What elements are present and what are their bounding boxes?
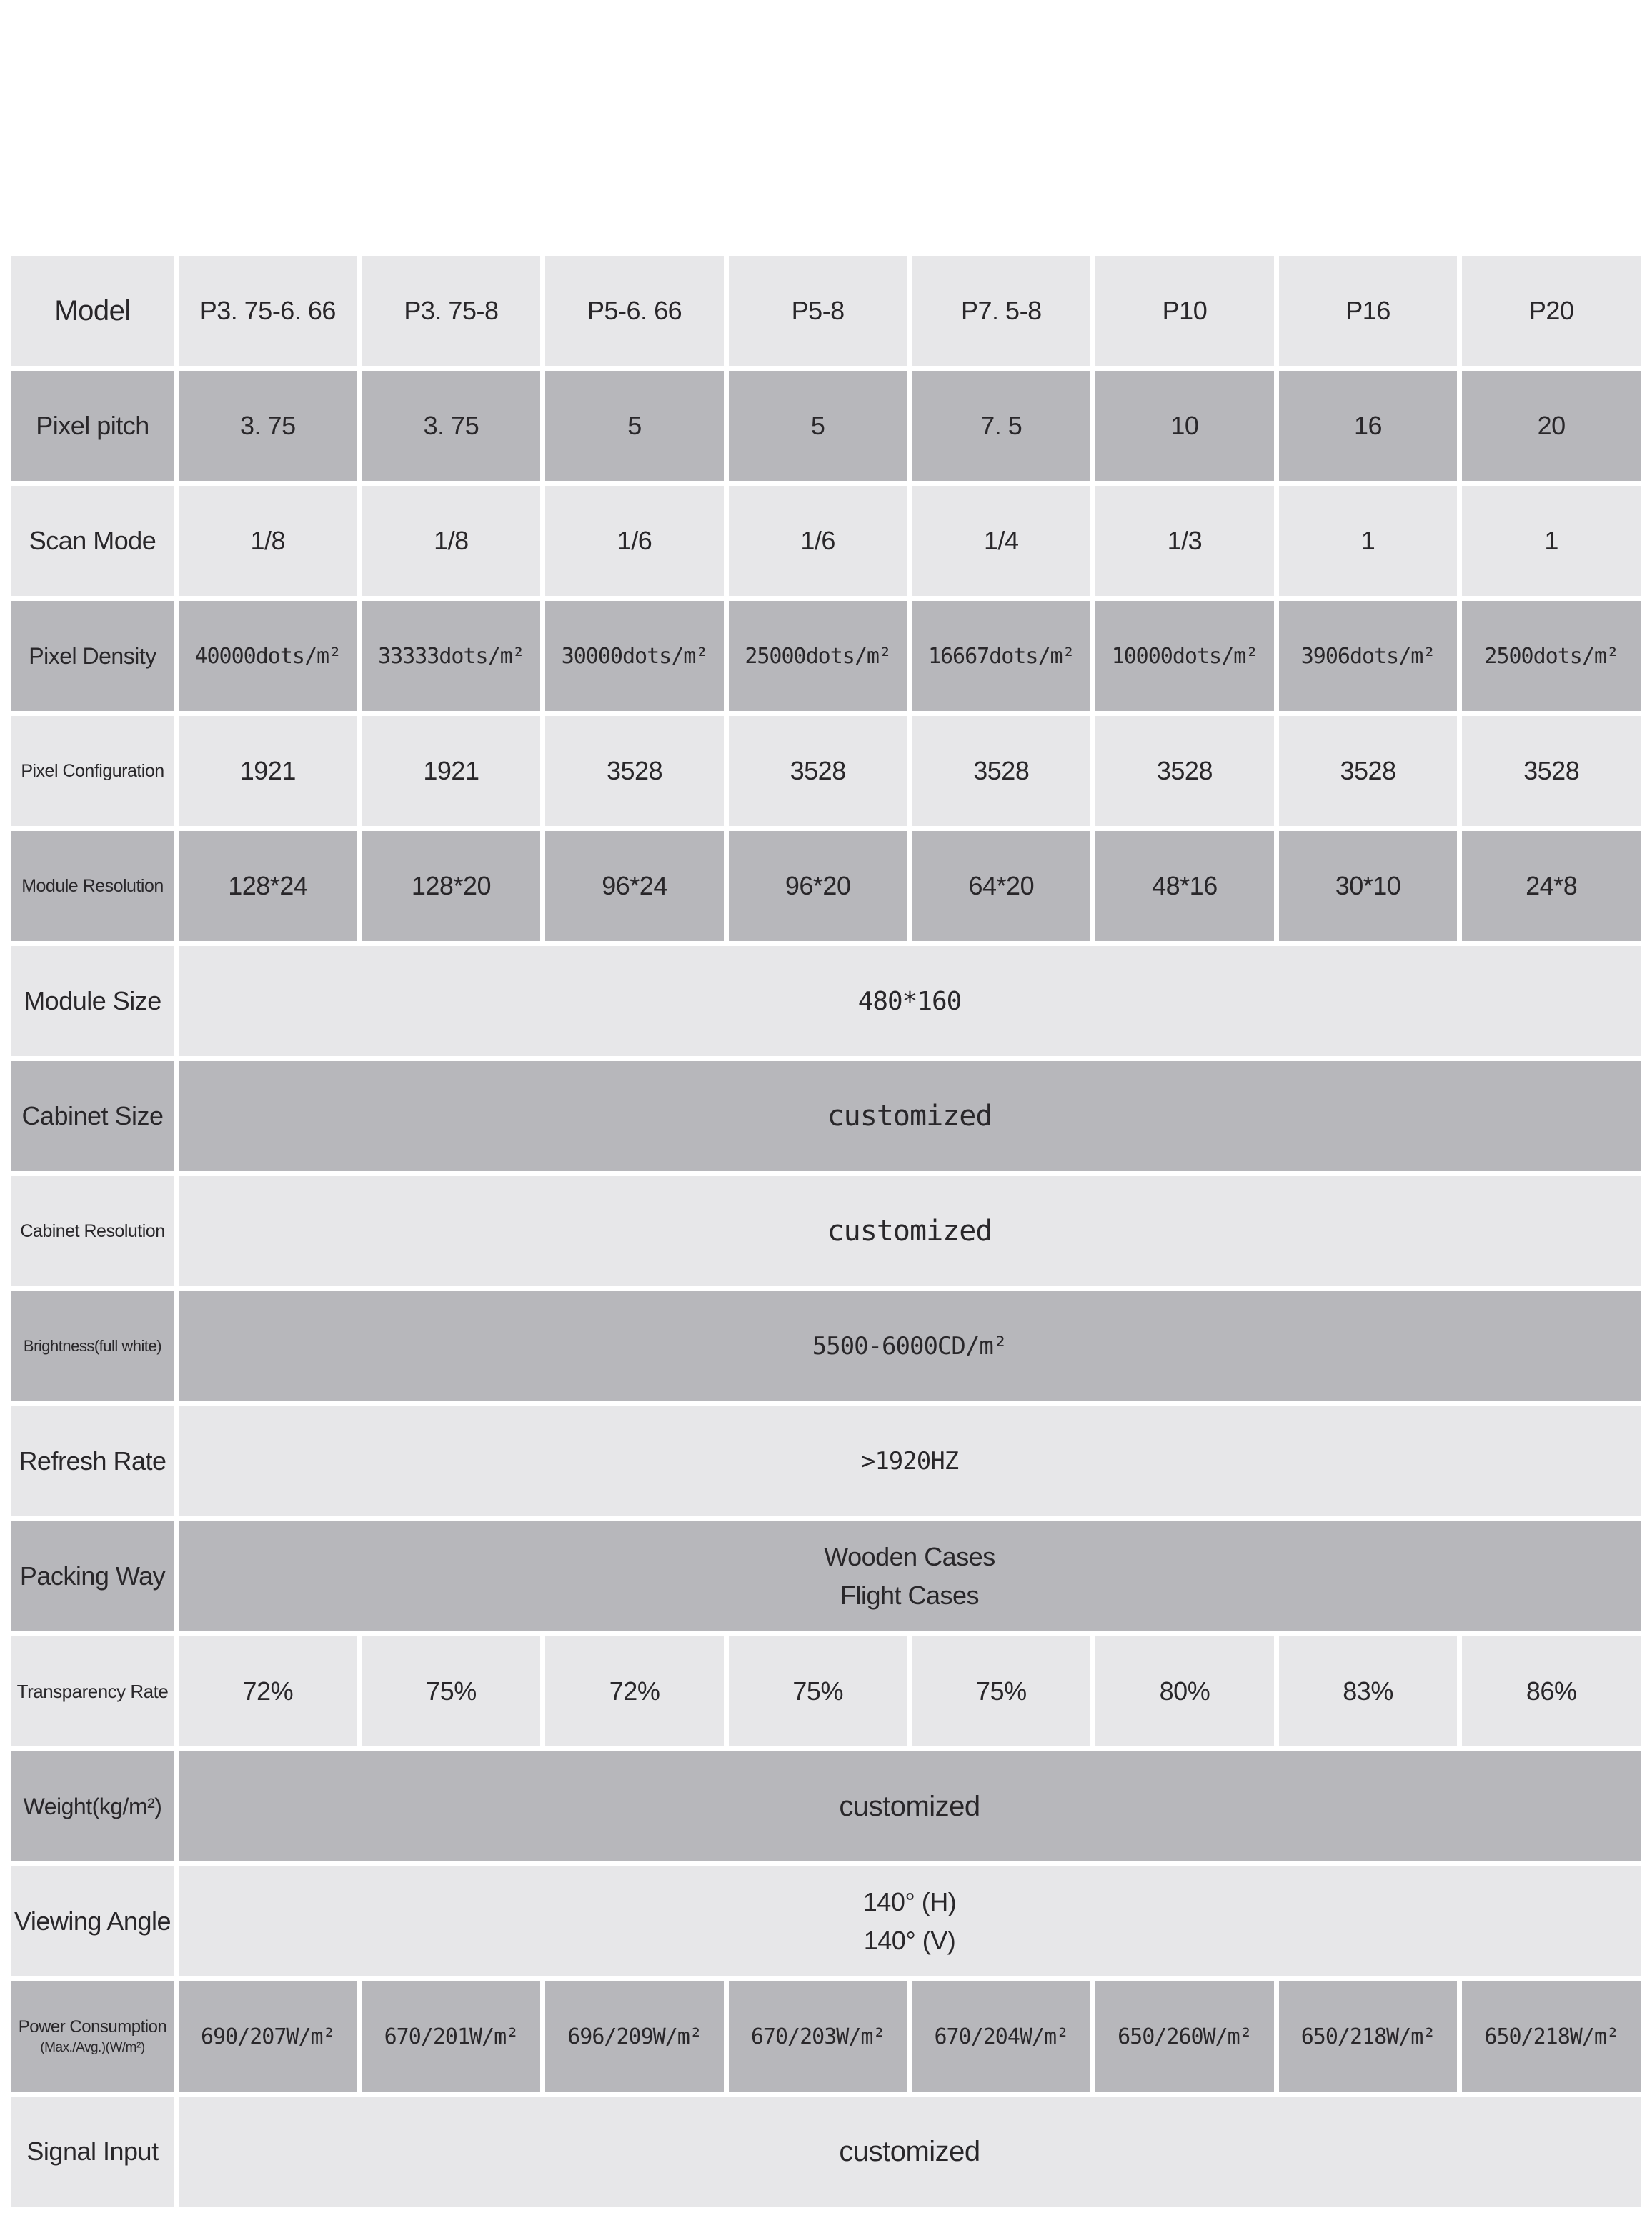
cell-value: 696/209W/m² [545,1981,724,2092]
cell-value: 3528 [1279,716,1458,826]
merged-value: 5500-6000CD/m² [179,1291,1641,1401]
cell-value: 650/260W/m² [1095,1981,1274,2092]
cell-value: 128*20 [362,831,541,941]
row-label: Module Size [11,946,174,1056]
row-label: Packing Way [11,1521,174,1631]
table-row-refresh-rate [11,1406,1641,1516]
cell-value: P3. 75-6. 66 [179,256,357,366]
cell-value: 3528 [545,716,724,826]
merged-value: customized [179,1061,1641,1171]
cell-value: 83% [1279,1636,1458,1746]
cell-value: P20 [1462,256,1641,366]
cell-value: 16667dots/m² [912,601,1091,711]
cell-value: 3528 [1462,716,1641,826]
row-label [11,1981,174,2092]
merged-value: >1920HZ [179,1406,1641,1516]
cell-value: P5-8 [729,256,907,366]
table-row-weight [11,1751,1641,1861]
cell-value: 1921 [362,716,541,826]
cell-value: 1 [1279,486,1458,596]
cell-value: P3. 75-8 [362,256,541,366]
table-row-model [11,256,1641,366]
row-label: Signal Input [11,2097,174,2207]
table-row-pixel-configuration [11,716,1641,826]
cell-value: 1/6 [729,486,907,596]
cell-value: 670/203W/m² [729,1981,907,2092]
merged-value: customized [179,1176,1641,1286]
row-label: Cabinet Resolution [11,1176,174,1286]
cell-value: 3528 [729,716,907,826]
cell-value: 3. 75 [179,371,357,481]
cell-value: 1/8 [179,486,357,596]
merged-value: customized [179,2097,1641,2207]
cell-value: 24*8 [1462,831,1641,941]
cell-value: 25000dots/m² [729,601,907,711]
cell-value: 650/218W/m² [1462,1981,1641,2092]
table-row-viewing-angle [11,1866,1641,1976]
merged-value [179,1521,1641,1631]
cell-value: 670/204W/m² [912,1981,1091,2092]
cell-value: 40000dots/m² [179,601,357,711]
led-spec-table [11,256,1641,2207]
cell-value: 10 [1095,371,1274,481]
row-label: Refresh Rate [11,1406,174,1516]
cell-value: 7. 5 [912,371,1091,481]
cell-value: 650/218W/m² [1279,1981,1458,2092]
cell-value: 128*24 [179,831,357,941]
table-row-module-size [11,946,1641,1056]
viewing-angle-v: 140° (V) [863,1926,956,1955]
cell-value: 33333dots/m² [362,601,541,711]
packing-line-1: Wooden Cases [824,1542,995,1571]
cell-value: 690/207W/m² [179,1981,357,2092]
row-label: Pixel Density [11,601,174,711]
cell-value: 10000dots/m² [1095,601,1274,711]
row-label: Module Resolution [11,831,174,941]
cell-value: 5 [729,371,907,481]
table-row-power-consumption [11,1981,1641,2092]
cell-value: 96*20 [729,831,907,941]
cell-value: 30000dots/m² [545,601,724,711]
cell-value: 1/4 [912,486,1091,596]
table-row-pixel-pitch [11,371,1641,481]
cell-value: 1/3 [1095,486,1274,596]
cell-value: P10 [1095,256,1274,366]
cell-value: 5 [545,371,724,481]
cell-value: 75% [912,1636,1091,1746]
cell-value: 3528 [912,716,1091,826]
merged-value [179,1866,1641,1976]
cell-value: 16 [1279,371,1458,481]
table-row-signal-input [11,2097,1641,2207]
row-label: Viewing Angle [11,1866,174,1976]
table-row-scan-mode [11,486,1641,596]
row-label: Brightness(full white) [11,1291,174,1401]
cell-value: 2500dots/m² [1462,601,1641,711]
cell-value: 3. 75 [362,371,541,481]
cell-value: 48*16 [1095,831,1274,941]
cell-value: 1/8 [362,486,541,596]
table-row-cabinet-resolution [11,1176,1641,1286]
cell-value: P16 [1279,256,1458,366]
cell-value: 72% [545,1636,724,1746]
row-label: Pixel Configuration [11,716,174,826]
merged-value: customized [179,1751,1641,1861]
table-row-pixel-density [11,601,1641,711]
cell-value: 1/6 [545,486,724,596]
cell-value: 80% [1095,1636,1274,1746]
table-row-module-resolution [11,831,1641,941]
cell-value: 86% [1462,1636,1641,1746]
cell-value: P5-6. 66 [545,256,724,366]
table-row-cabinet-size [11,1061,1641,1171]
packing-line-2: Flight Cases [840,1581,980,1610]
cell-value: 75% [729,1636,907,1746]
cell-value: P7. 5-8 [912,256,1091,366]
cell-value: 20 [1462,371,1641,481]
table-row-transparency-rate [11,1636,1641,1746]
row-label: Pixel pitch [11,371,174,481]
merged-value: 480*160 [179,946,1641,1056]
cell-value: 30*10 [1279,831,1458,941]
cell-value: 75% [362,1636,541,1746]
cell-value: 64*20 [912,831,1091,941]
cell-value: 3906dots/m² [1279,601,1458,711]
row-label: Model [11,256,174,366]
cell-value: 3528 [1095,716,1274,826]
power-label-line-2: (Max./Avg.)(W/m²) [40,2040,145,2056]
row-label: Scan Mode [11,486,174,596]
cell-value: 96*24 [545,831,724,941]
row-label: Weight(kg/m²) [11,1751,174,1861]
table-row-packing-way [11,1521,1641,1631]
table-row-brightness [11,1291,1641,1401]
cell-value: 1921 [179,716,357,826]
cell-value: 670/201W/m² [362,1981,541,2092]
cell-value: 72% [179,1636,357,1746]
row-label: Cabinet Size [11,1061,174,1171]
viewing-angle-h: 140° (H) [862,1887,957,1916]
cell-value: 1 [1462,486,1641,596]
row-label: Transparency Rate [11,1636,174,1746]
power-label-line-1: Power Consumption [18,2016,167,2037]
